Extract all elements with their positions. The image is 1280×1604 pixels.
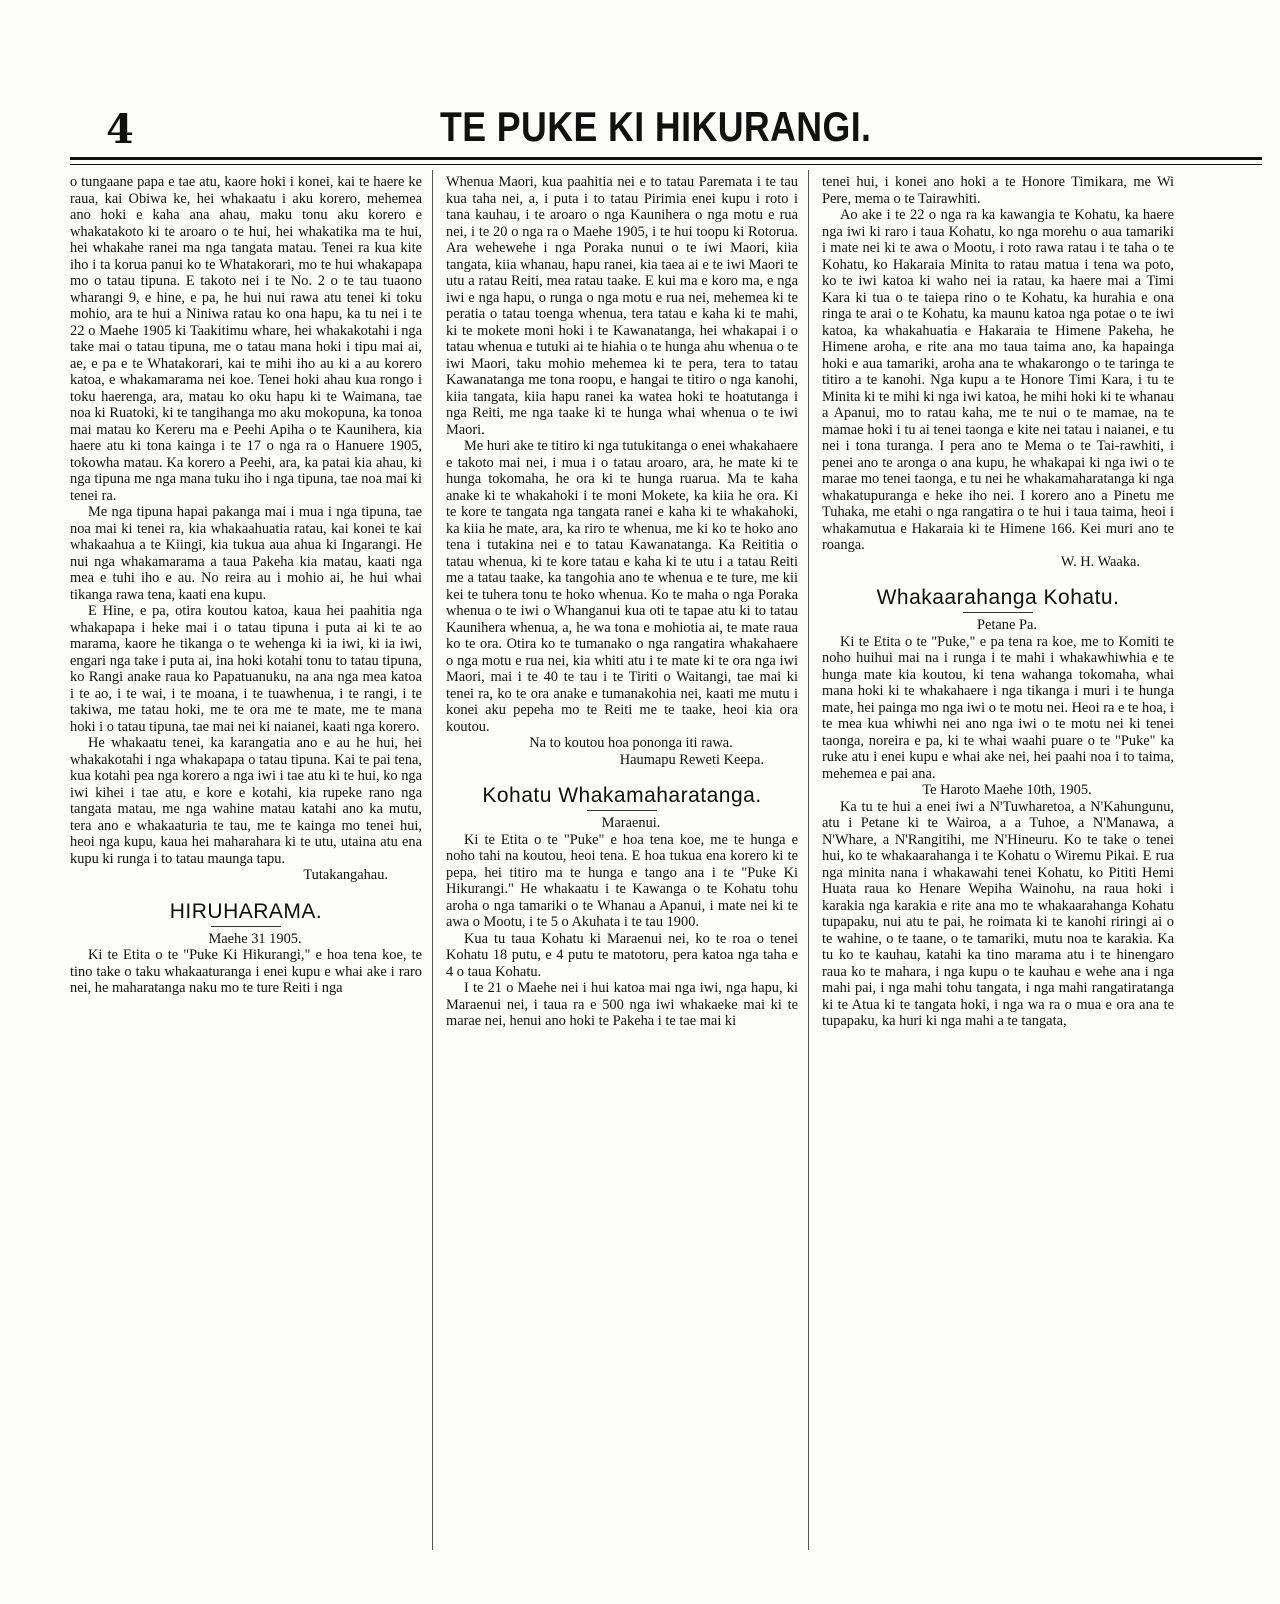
heading-rule — [963, 612, 1033, 613]
article-paragraph: Ao ake i te 22 o nga ra ka kawangia te Kohatu, ka haere nga iwi ki raro i taua Kohatu, ko nga morehu o aua tamariki i mate nei ki te awa o Mootu, i roto rawa ratau i te taha o te Kohatu, ko Hakaraia Minita to ratau matua i tena wa poto, ko te iwi katoa ki waho nei ia ratau, ka haere mai a Timi Kara ki tua o te taiepa rino o te Kohatu, ka hurahia e ona ringa te arai o te Kohatu, ka maunu katoa nga potae o te iwi katoa, ka whakahuatia e Hakaraia te Himene Pakeha, he Himene aroha, e rite ana mo taua taima ano, ka hapainga hoki e aua tamariki, aroha ana te whakarongo o te taringa te titiro a te kanohi. Nga kupu a te Honore Timi Kara, i tu te Minita ki te mihi ki nga iwi katoa, he mihi hoki ki te whanau a Apanui, mo to ratau kaha, me te nui o te mamae, na te mamae hoki i tu ai tenei taonga e kite nei tatau i naianei, e tu nei i tona turanga. I pera ano te Mema o te Tai-rawhiti, i penei ano te aronga o ana kupu, he whakapai ki nga iwi o te marae mo tenei taonga, e tu nei he whakamaharatanga ki nga whakatupuranga e heke iho nei. I korero ano a Pinetu me Tuhaka, me etahi o nga rangatira o te hui i taua taima, heoi i whakamutua e Hakaraia ki te Himene 166. Kei muri ano te roanga. — [822, 207, 1174, 553]
dateline: Maraenui. — [601, 815, 661, 831]
article-paragraph: Ki te Etita o te "Puke Ki Hikurangi," e hoa tena koe, te tino take o taku whakaaturanga i enei kupu e whai ake i raro nei, he maharatanga naku mo te ture Reiti i nga — [70, 947, 422, 996]
article-paragraph: Kua tu taua Kohatu ki Maraenui nei, ko te roa o tenei Kohatu 18 putu, e 4 putu te matotoru, pera katoa nga taha e 4 o taua Kohatu. — [446, 930, 798, 980]
newspaper-title: TE PUKE KI HIKURANGI. — [440, 103, 872, 150]
dateline: Te Haroto Maehe 10th, 1905. — [922, 782, 1092, 798]
article-paragraph: Ki te Etita o te "Puke" e hoa tena koe, me te hunga e noho tahi na koutou, heoi tena. E hoa tukua ena korero ki te pepa, hei titiro ma te hunga e tango ana i te "Puke Ki Hikurangi." He whakaatu i te Kawanga o te Kohatu tohu aroha o nga tamariki o te Whanau a Apanui, i mate nei ki te awa o Mootu, i te 5 o Akuhata i te tau 1900. — [446, 831, 798, 930]
signature: W. H. Waaka. — [1060, 553, 1140, 570]
heading-rule — [587, 810, 657, 811]
header-rule — [70, 157, 1262, 160]
column-1 — [70, 174, 422, 1564]
article-paragraph: Whenua Maori, kua paahitia nei e to tatau Paremata i te tau kua taha nei, a, i puta i to tatau Pirimia enei kupu i roto i tana kauhau, i te aroaro o nga Kaunihera o nga motu e rua nei, i te 20 o nga ra o Maehe 1905, i te hui toopu ki Rotorua. Ara wehewehe i nga Poraka nunui o te iwi Maori, kiia tangata, kiia whanau, hapu ranei, kia taea ai e te iwi Maori te utu a ratau Reiti, mea ratau taake. E kui ma e koro ma, e nga iwi e nga hapu, o runga o nga motu e rua nei, mehemea ki te peratia o tatau toenga whenua, tera tatau e kaha ki te mahi, ki te mokete moni hoki i te Kawanatanga, hei whakapai i o tatau whenua e tutuki ai te hiahia o te hunga ahu whenua o te iwi Maori, taku mohio mehemea ki te pera, tera to tatau Kawanatanga me tona roopu, e hangai te titiro o nga kanohi, kiia tangata, kiia hapu ranei ka watea hoki te hoatutanga i nga Reiti, me nga taake ki te hunga whai whenua o te iwi Maori. — [446, 174, 798, 438]
article-paragraph: He whakaatu tenei, ka karangatia ano e au he hui, hei whakakotahi i nga whakapapa o tatau tipuna. Kai te pai tena, kua kotahi pea nga korero a nga iwi i tae atu ki te hui, ko nga iwi kihei i tae atu, e kore e kotahi, kia rupeke rano nga tangata matau, me nga wahine matau katahi ano ka mutu, tera ano e whakaaturia te tau, me te kainga mo tenei hui, heoi nga kupu, kaua hei maharahara ki te utu, utaina atu ena kupu ki runga i to tatau maunga tapu. — [70, 735, 422, 867]
article-paragraph: I te 21 o Maehe nei i hui katoa mai nga iwi, nga hapu, ki Maraenui nei, i taua ra e 500 nga iwi whakaeke mai ki te marae nei, henui ano hoki te Pakeha i te tae mai ki — [446, 980, 798, 1029]
page-number: 4 — [106, 106, 134, 153]
header-rule-thin — [70, 164, 1262, 165]
article-heading: HIRUHARAMA. — [169, 899, 323, 923]
dateline: Petane Pa. — [977, 617, 1037, 633]
column-divider — [432, 170, 433, 1550]
article-paragraph: Ka tu te hui a enei iwi a N'Tuwharetoa, a N'Kahungunu, atu i Petane ki te Wairoa, a a Tuhoe, a N'Manawa, a N'Whare, a N'Rangitihi, me N'Hineuru. Ko te take o tenei hui, ko te whakaarahanga i te Kohatu o Wiremu Pikai. E rua nga minita nana i whakawahi tenei Kohatu, ko Pititi Hemi Huata raua ko Henare Wepiha Wainohu, na raua hoki i karakia nga karakia e rite ana mo te whakaarahanga Kohatu tupapaku, nui atu te pai, he roimata ki te kanohi riringi ai o te wahine, o te taane, o te tamariki, mutu noa te karakia. Ka tu ko te kauhau, katahi ka tino marama atu i te hinengaro raua ko te mahara, i nga kupu o te kauhau e wehe ana i nga mahi pai, i nga mahi tohu tangata, i nga mahi rangatiratanga ki te Atua ki te tangata hoki, i nga wa ra o mua e ora ana te tupapaku, ka huri ki nga mahi a te tangata, — [822, 798, 1174, 1029]
column-3 — [822, 174, 1174, 1564]
article-heading: Whakaarahanga Kohatu. — [876, 586, 1120, 609]
article-paragraph: tenei hui, i konei ano hoki a te Honore Timikara, me Wi Pere, mema o te Tairawhiti. — [822, 174, 1174, 207]
heading-rule — [211, 926, 281, 927]
signature: Haumapu Reweti Keepa. — [619, 751, 764, 768]
signature: Tutakangahau. — [303, 867, 388, 883]
column-divider — [808, 170, 809, 1550]
dateline: Maehe 31 1905. — [208, 930, 302, 947]
article-paragraph: Me nga tipuna hapai pakanga mai i mua i nga tipuna, tae noa mai ki tenei ra, kia whakaahuatia ratau, kai konei te kai whakaahua a te Kiingi, kia tukua aua ahua ki Ingarangi. He nui nga whakamarama a taua Pakeha kia matau, kaati nga mea e tuhi iho e au. No reira au i mohio ai, he hui whai tikanga rawa tena, kaati ena kupu. — [70, 504, 422, 603]
closing-line: Na to koutou hoa pononga iti rawa. — [529, 735, 733, 751]
column-2 — [446, 174, 798, 1564]
article-paragraph: Ki te Etita o te "Puke," e pa tena ra koe, me to Komiti te noho huihui mai na i runga i te mahi i whakawhiwhia e te hunga mate kia koutou, ki tena wahanga tokomaha, whai mana hoki ki te whakahaere i nga tikanga i muri i te hunga mate, hei painga mo nga iwi o te motu nei. Heoi ra e te hoa, i te mea kua whiwhi nei ano nga iwi o te motu nei ki tenei taonga, noreira e pa, ki te whai waahi puare o te "Puke" ka ruke atu i enei kupu e whai ake nei, hei paahi noa i to taima, mehemea e pai ana. — [822, 633, 1174, 782]
article-paragraph: E Hine, e pa, otira koutou katoa, kaua hei paahitia nga whakapapa i heke mai i o tatau tipuna i puta ai ki te ao marama, kaore he tikanga o te wehenga ki ia iwi, ki ia iwi, engari nga take i puta ai, ina hoki kotahi tonu to tatau tipuna, ko Rangi anake raua ko Papatuanuku, na ana nga mea katoa i te ao, i te wai, i te moana, i te tuawhenua, i te rangi, i te takiwa, me tatau hoki, me te ora me te mate, me te mana hoki i o tatau tipuna, tae mai nei ki naianei, kaati nga korero. — [70, 603, 422, 735]
article-paragraph: Me huri ake te titiro ki nga tutukitanga o enei whakahaere e takoto mai nei, i mua i o tatau aroaro, ara, he mate ki te hunga tokomaha, he ora ki te hunga ruarua. Ma te kaha anake ki te whakahoki i te moni Mokete, ka kiia he ora. Ki te kore te tangata nga tangata ranei e kaha ki te whakahoki, ka kiia he mate, ara, ka riro te whenua, me ki ko te hoko ano tena i tutakina nei e to tatau Kawanatanga. Ka Reititia o tatau whenua, ki te kore tatau e kaha ki te utu i a tatau Reiti me a tatau taake, ka tangohia ano te whenua e te ture, me kii kei te tuhera tonu te hoko whenua. Ko te maha o nga Poraka whenua o te iwi o Whanganui kua oti te tapae atu ki to tatau Kaunihera whenua, a, he wa tona e mohiotia ai, te mate raua ko te ora. Otira ko te tumanako o nga rangatira whakahaere o nga motu e rua nei, kia whiti atu i te mate ki te ora nga iwi Maori, mai i te 40 te tau i te Tiriti o Waitangi, tae mai ki tenei ra, ko te ora anake e tumanakohia nei, kaati me mutu i konei aku pepeha mo te Reiti me te taake, heoi kia ora koutou. — [446, 438, 798, 735]
article-paragraph: o tungaane papa e tae atu, kaore hoki i konei, kai te haere ke raua, kai Obiwa ke, hei whakaatu i aku korero, mehemea ano hoki e kaha ana ahau, maku tonu aku korero e whakatakoto ki te aroaro o te hui, hei whakatika ma te hui, hei whakahe ranei ma nga tangata matau. Tenei ra kua kite iho i ta korua panui ko te Whatakorari, mo te hui whakapapa mo o tatau tipuna. E takoto nei i te No. 2 o te tau tuaono wharangi 9, e hine, e pa, he hui nui rawa atu tenei ki toku mohio, ara te hui a Niniwa ratau ko ona hapu, ka tu nei i te 22 o Maehe 1905 ki Taakitimu whare, hei whakakotahi i nga take mai o tatau tipuna, me o tatau mana hoki i tipu mai ai, ae, e pa e te Whatakorari, kai te mihi iho au ki a au korero katoa, e whakamarama nei koe. Tenei hoki ahau kua rongo i toku haerenga, ara, matau ko oku hapu ki te Waimana, tae noa ki Ruatoki, ki te tangihanga mo aku mokopuna, ka tonoa mai matau ko Kereru ma e Peehi Apiha o te Kaunihera, kia haere atu ki tona kainga i te 17 o nga ra o Hanuere 1905, tokowha matau. Ka korero a Peehi, ara, ka patai kia ahau, ki nga tipuna me nga mana tuku iho i nga tipuna, tae noa mai ki tenei ra. — [70, 174, 422, 504]
article-heading: Kohatu Whakamaharatanga. — [482, 784, 762, 807]
